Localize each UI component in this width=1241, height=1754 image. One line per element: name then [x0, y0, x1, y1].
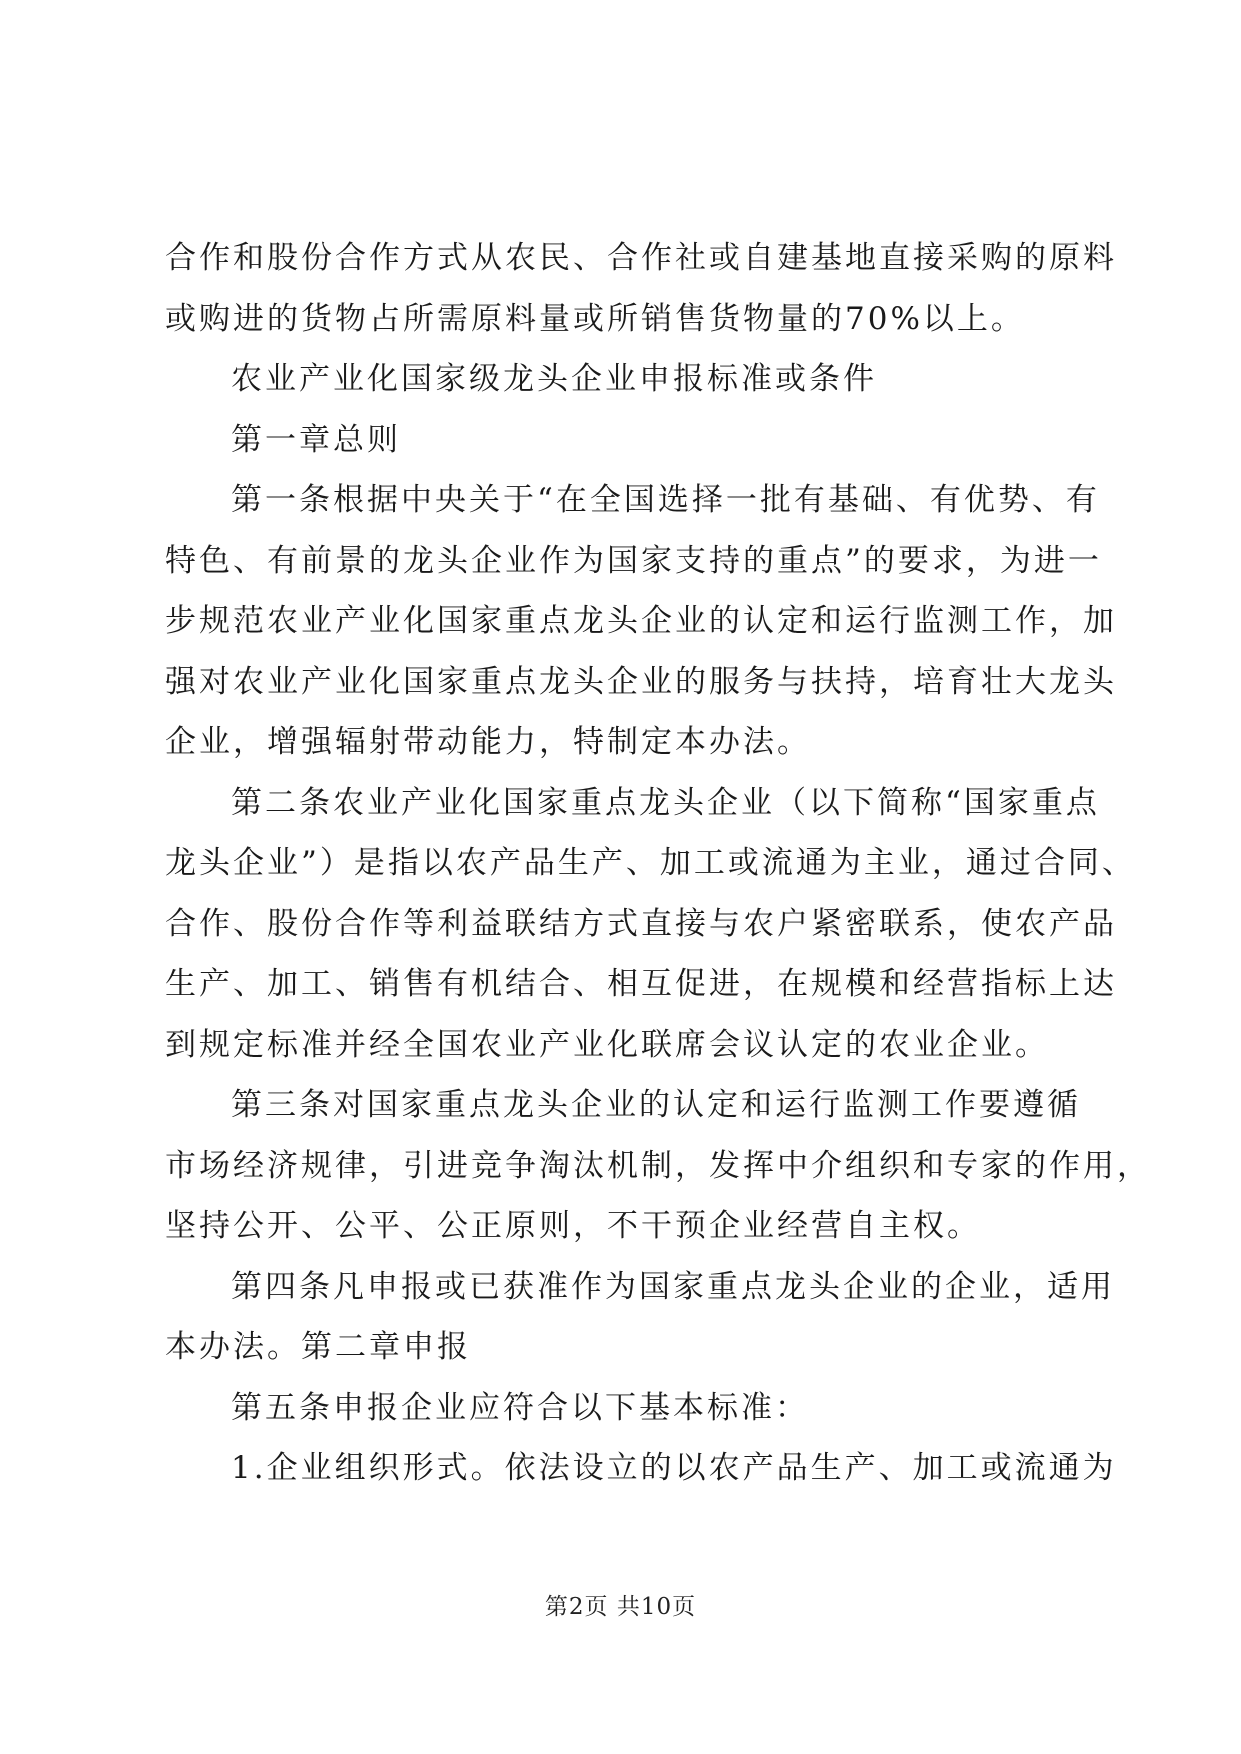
- text-line: 第三条对国家重点龙头企业的认定和运行监测工作要遵循: [231, 1087, 1081, 1123]
- text-line: 第二条农业产业化国家重点龙头企业（以下简称“国家重点: [231, 784, 1100, 821]
- text-line: 步规范农业产业化国家重点龙头企业的认定和运行监测工作，加: [165, 603, 1117, 639]
- text-line: 企业，增强辐射带动能力，特制定本办法。: [165, 724, 811, 760]
- page-number-footer: 第2页 共10页: [544, 1594, 697, 1620]
- document-body: [165, 228, 1151, 1499]
- section-heading: 农业产业化国家级龙头企业申报标准或条件: [231, 361, 877, 397]
- text-line: 合作和股份合作方式从农民、合作社或自建基地直接采购的原料: [165, 240, 1117, 276]
- chapter-heading: 第一章总则: [231, 421, 401, 458]
- text-line: 市场经济规律，引进竞争淘汰机制，发挥中介组织和专家的作用，: [165, 1147, 1151, 1184]
- text-line: 1.企业组织形式。依法设立的以农产品生产、加工或流通为: [231, 1450, 1117, 1486]
- text-line: 本办法。第二章申报: [165, 1329, 471, 1365]
- text-line: 强对农业产业化国家重点龙头企业的服务与扶持，培育壮大龙头: [165, 663, 1117, 700]
- text-line: 第四条凡申报或已获准作为国家重点龙头企业的企业，适用: [231, 1268, 1115, 1305]
- text-line: 生产、加工、销售有机结合、相互促进，在规模和经营指标上达: [165, 966, 1117, 1002]
- text-line: 特色、有前景的龙头企业作为国家支持的重点”的要求，为进一: [165, 542, 1102, 579]
- text-line: 第五条申报企业应符合以下基本标准：: [231, 1389, 809, 1426]
- text-line: 坚持公开、公平、公正原则，不干预企业经营自主权。: [165, 1208, 981, 1244]
- text-line: 龙头企业”）是指以农产品生产、加工或流通为主业，通过合同、: [165, 845, 1136, 881]
- text-line: 合作、股份合作等利益联结方式直接与农户紧密联系，使农产品: [165, 905, 1117, 942]
- text-line: 到规定标准并经全国农业产业化联席会议认定的农业企业。: [165, 1026, 1049, 1063]
- text-line: 第一条根据中央关于“在全国选择一批有基础、有优势、有: [231, 482, 1100, 518]
- text-line: 或购进的货物占所需原料量或所销售货物量的70%以上。: [165, 300, 1025, 337]
